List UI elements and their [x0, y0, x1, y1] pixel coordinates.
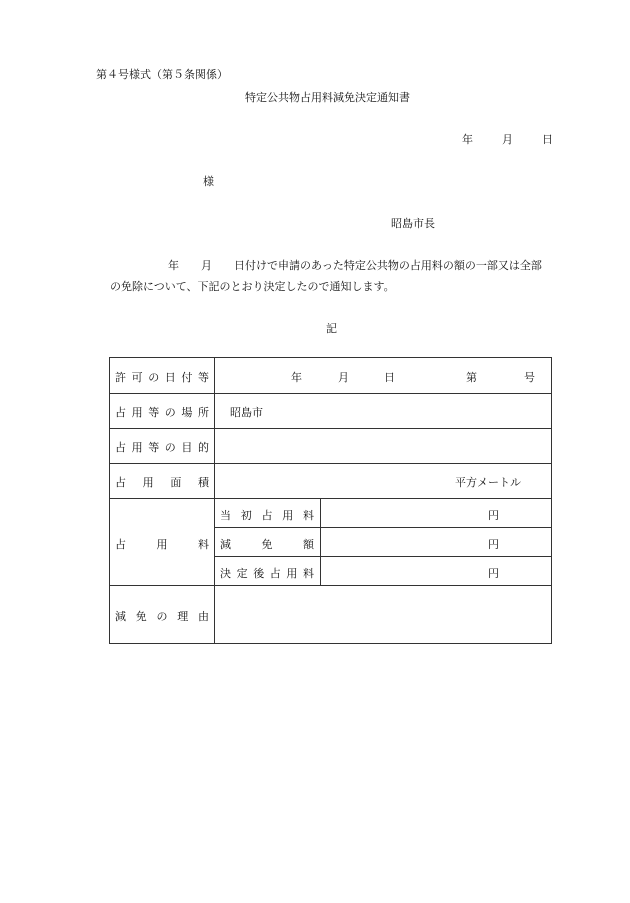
document-title: 特定公共物占用料減免決定通知書: [245, 91, 410, 104]
decided-fee-unit: 円: [488, 567, 499, 580]
purpose-label: 占 用 等 の 目 的: [115, 441, 209, 454]
table-rule: [109, 463, 552, 464]
table-rule: [109, 393, 552, 394]
area-label: 占 用 面 積: [115, 476, 209, 489]
permit-dai: 第: [466, 371, 477, 384]
reduction-unit: 円: [488, 538, 499, 551]
permit-year: 年: [291, 371, 302, 384]
issuer-name: 昭島市長: [391, 217, 435, 230]
reduction-label: 減 免 額: [220, 538, 314, 551]
table-rule: [109, 585, 552, 586]
table-rule: [320, 498, 321, 585]
fee-label: 占 用 料: [115, 538, 209, 551]
table-rule: [109, 498, 552, 499]
initial-fee-unit: 円: [488, 509, 499, 522]
table-rule: [109, 428, 552, 429]
body-text-line-1: 年 月 日付けで申請のあった特定公共物の占用料の額の一部又は全部: [168, 259, 542, 272]
place-value: 昭島市: [230, 406, 263, 419]
issue-date-day: 日: [542, 133, 553, 146]
details-table: [109, 357, 552, 644]
permit-month: 月: [338, 371, 349, 384]
table-rule: [214, 357, 215, 644]
form-number: 第４号様式（第５条関係）: [96, 68, 228, 81]
area-unit: 平方メートル: [455, 476, 521, 489]
place-label: 占 用 等 の 場 所: [115, 406, 209, 419]
issue-date-month: 月: [502, 133, 513, 146]
addressee-suffix: 様: [203, 175, 214, 188]
issue-date-year: 年: [462, 133, 473, 146]
body-text-line-2: の免除について、下記のとおり決定したので通知します。: [110, 280, 395, 293]
permit-date-label: 許 可 の 日 付 等: [115, 371, 209, 384]
reason-label: 減 免 の 理 由: [115, 610, 209, 623]
decided-fee-label: 決 定 後 占 用 料: [220, 567, 314, 580]
initial-fee-label: 当 初 占 用 料: [220, 509, 314, 522]
table-rule: [214, 556, 552, 557]
permit-day: 日: [384, 371, 395, 384]
issue-date: [462, 131, 553, 147]
table-rule: [214, 527, 552, 528]
permit-go: 号: [524, 371, 535, 384]
ki-heading: 記: [326, 322, 337, 335]
